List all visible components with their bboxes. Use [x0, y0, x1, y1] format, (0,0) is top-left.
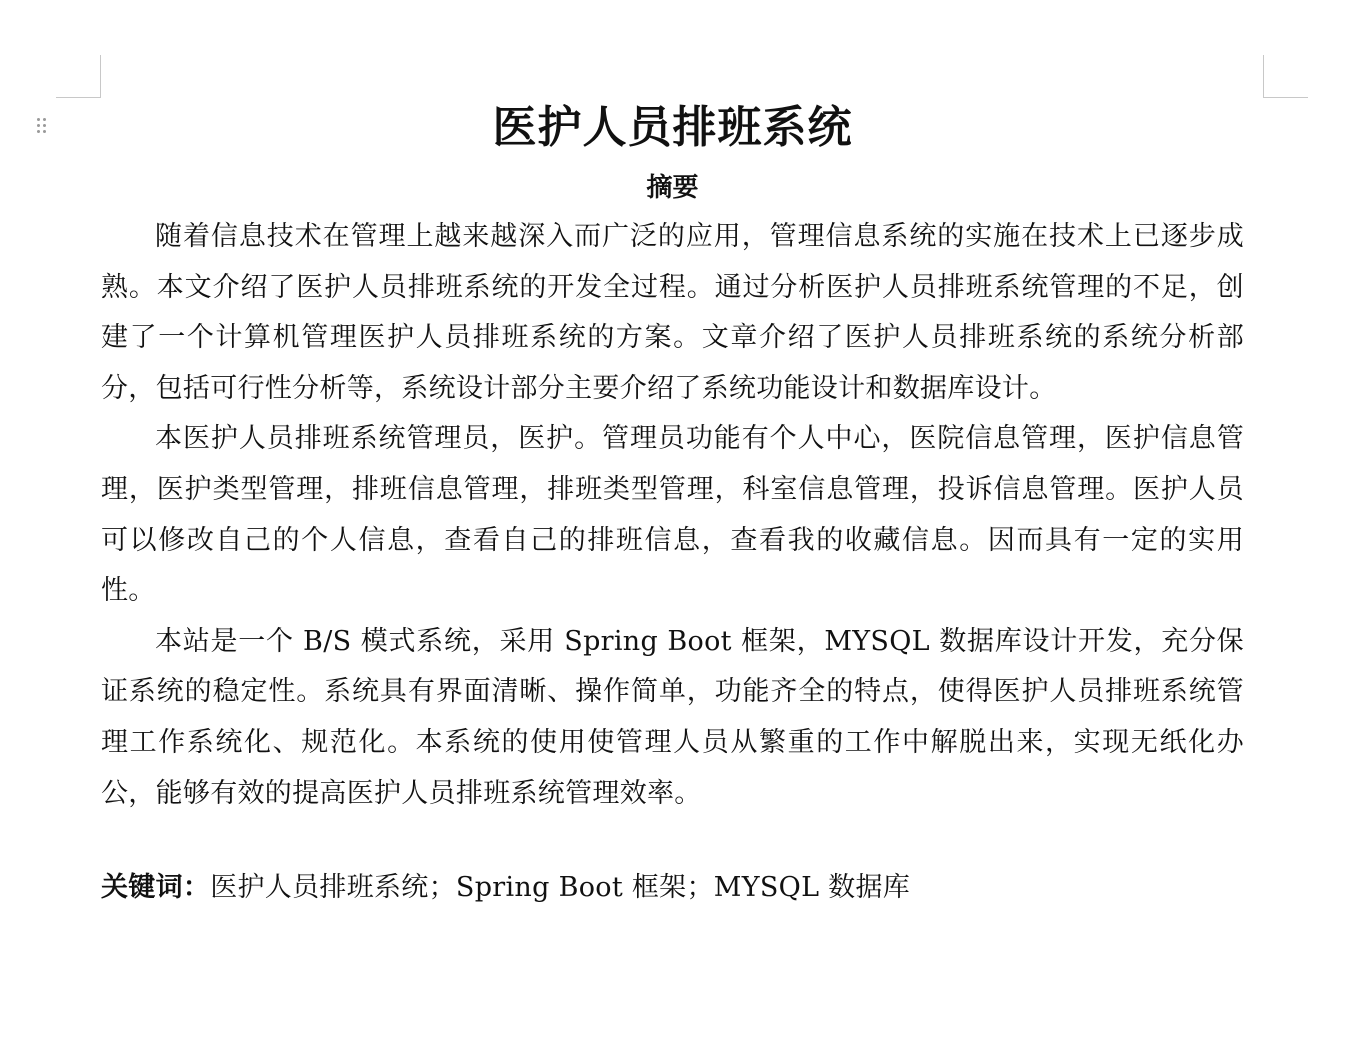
keywords-text: 医护人员排班系统；Spring Boot 框架；MYSQL 数据库	[210, 872, 911, 904]
keywords-label: 关键词：	[101, 872, 211, 904]
abstract-paragraph-2: 本医护人员排班系统管理员，医护。管理员功能有个人中心，医院信息管理，医护信息管理，医护类型管理，排班信息管理，排班类型管理，科室信息管理，投诉信息管理。医护人员可以修改自己的个人信息，查看自己的排班信息，查看我的收藏信息。因而具有一定的实用性。	[101, 423, 1244, 607]
page-corner-mark-top-left-vertical	[100, 55, 101, 97]
paragraph-drag-handle-icon[interactable]	[37, 118, 47, 134]
page-corner-mark-top-right-horizontal	[1263, 97, 1308, 98]
keywords-line	[101, 863, 1244, 913]
document-page[interactable]	[101, 100, 1244, 913]
page-corner-mark-top-right-vertical	[1263, 55, 1264, 97]
abstract-heading: 摘要	[646, 173, 699, 203]
abstract-paragraph-1: 随着信息技术在管理上越来越深入而广泛的应用，管理信息系统的实施在技术上已逐步成熟。本文介绍了医护人员排班系统的开发全过程。通过分析医护人员排班系统管理的不足，创建了一个计算机管理医护人员排班系统的方案。文章介绍了医护人员排班系统的系统分析部分，包括可行性分析等，系统设计部分主要介绍了系统功能设计和数据库设计。	[101, 221, 1244, 404]
page-corner-mark-top-left-horizontal	[56, 97, 101, 98]
document-title: 医护人员排班系统	[492, 102, 853, 153]
abstract-paragraph-3: 本站是一个 B/S 模式系统，采用 Spring Boot 框架，MYSQL 数据库设计开发，充分保证系统的稳定性。系统具有界面清晰、操作简单，功能齐全的特点，使得医护人员排班系统管理工作系统化、规范化。本系统的使用使管理人员从繁重的工作中解脱出来，实现无纸化办公，能够有效的提高医护人员排班系统管理效率。	[101, 625, 1244, 809]
